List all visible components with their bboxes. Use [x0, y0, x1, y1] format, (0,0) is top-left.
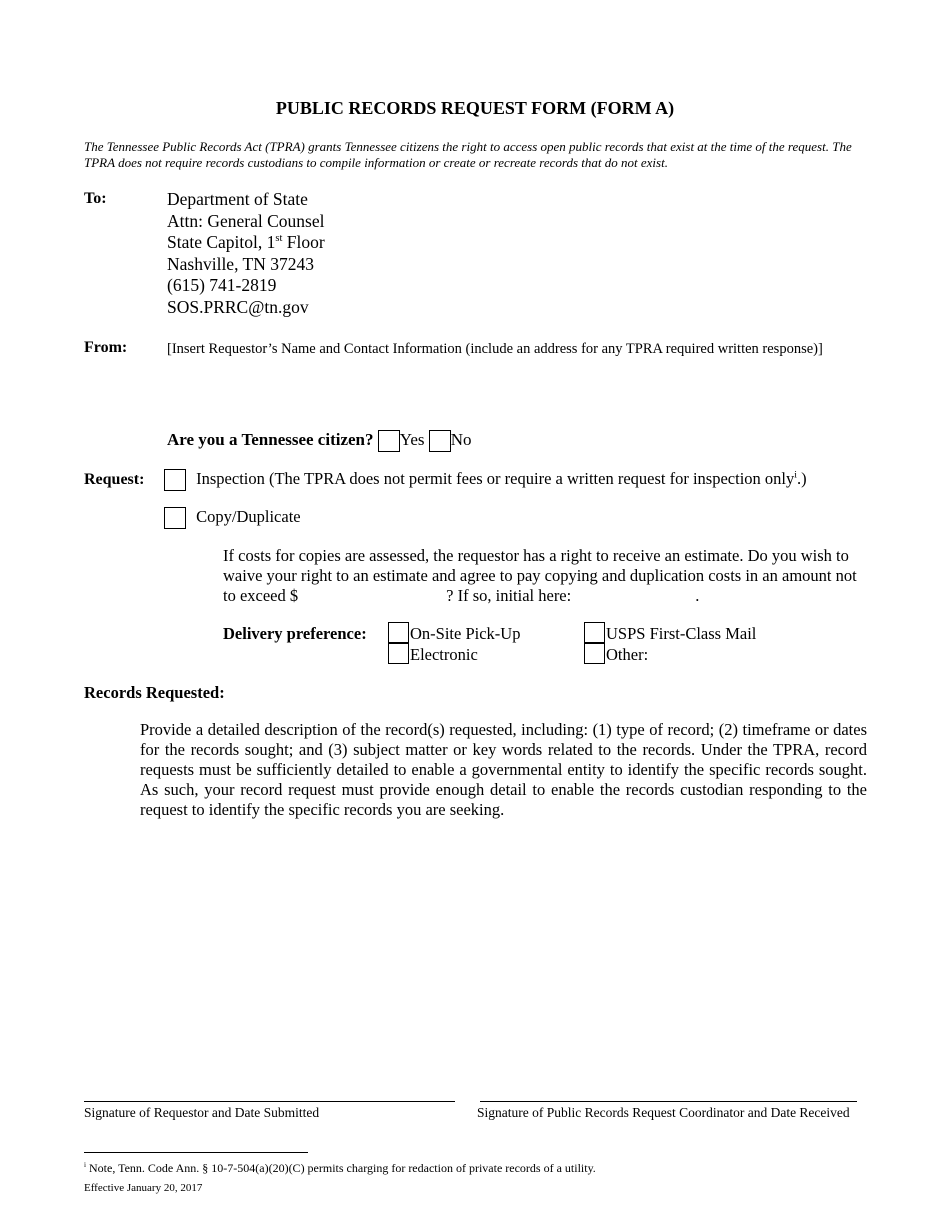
- from-label: From:: [84, 339, 128, 356]
- from-field[interactable]: [Insert Requestor’s Name and Contact Information (include an address for any TPRA required written response)]: [167, 341, 823, 357]
- floor-superscript: st: [275, 233, 283, 245]
- requestor-signature-label: Signature of Requestor and Date Submitted: [84, 1105, 320, 1120]
- intro-paragraph: The Tennessee Public Records Act (TPRA) grants Tennessee citizens the right to access open public records that exist at the time of the request. The TPRA does not require records custodians to compile information or create or recreate records that do not exist.: [84, 139, 852, 170]
- inspection-checkbox[interactable]: [164, 469, 186, 491]
- request-label: Request:: [84, 471, 145, 488]
- effective-date: Effective January 20, 2017: [84, 1182, 203, 1194]
- citizen-question: Are you a Tennessee citizen?: [167, 430, 374, 449]
- amount-field[interactable]: [298, 586, 446, 606]
- address-line: State Capitol, 1st Floor: [167, 232, 325, 252]
- recipient-address: [167, 189, 325, 318]
- copy-checkbox[interactable]: [164, 507, 186, 529]
- coordinator-signature-line[interactable]: [480, 1101, 857, 1102]
- citizen-no-checkbox[interactable]: [429, 430, 451, 452]
- requestor-signature-line[interactable]: [84, 1101, 455, 1102]
- electronic-checkbox[interactable]: [388, 643, 409, 664]
- records-description[interactable]: Provide a detailed description of the record(s) requested, including: (1) type of record; (2) timeframe or dates for the records sought; and (3) subject matter or key words related to the records. Under the TPRA, record requests must be sufficiently detailed to enable a governmental entity to identify the specific records sought. As such, your record request must provide enough detail to enable the records custodian responding to the request to identify the specific records you are seeking.: [140, 720, 867, 819]
- coordinator-signature-label: Signature of Public Records Request Coordinator and Date Received: [477, 1105, 850, 1120]
- onsite-checkbox[interactable]: [388, 622, 409, 643]
- form-title: PUBLIC RECORDS REQUEST FORM (FORM A): [275, 98, 675, 118]
- records-heading: Records Requested:: [84, 683, 225, 702]
- footnote-marker: i: [794, 469, 797, 481]
- to-label: To:: [84, 190, 107, 207]
- address-line: Nashville, TN 37243: [167, 253, 314, 274]
- address-line: Attn: General Counsel: [167, 210, 325, 231]
- inspection-label: Inspection (The TPRA does not permit fees or require a written request for inspection only: [196, 469, 795, 488]
- footnote: $^i$ Note, Tenn. Code Ann. § 10-7-504(a)(20)(C) permits charging for redaction of private records of a utility.: [84, 1161, 596, 1175]
- address-email: SOS.PRRC@tn.gov: [167, 296, 309, 317]
- option-electronic: Electronic: [388, 643, 478, 665]
- delivery-label: Delivery preference:: [223, 624, 367, 643]
- citizen-no-label: No: [450, 430, 472, 449]
- option-other: Other:: [584, 643, 648, 665]
- copy-label: Copy/Duplicate: [196, 507, 301, 526]
- citizen-question-row: [167, 430, 472, 452]
- address-phone: (615) 741-2819: [167, 275, 277, 295]
- citizen-yes-label: Yes: [399, 430, 425, 449]
- copy-row: [164, 507, 301, 529]
- initial-field[interactable]: [571, 586, 695, 606]
- usps-checkbox[interactable]: [584, 622, 605, 643]
- option-usps: USPS First-Class Mail: [584, 622, 756, 644]
- option-onsite: On-Site Pick-Up: [388, 622, 520, 644]
- footnote-divider: [84, 1152, 308, 1153]
- other-checkbox[interactable]: [584, 643, 605, 664]
- inspection-row: Inspection (The TPRA does not permit fees or require a written request for inspection only$^i$.): [164, 469, 807, 491]
- estimate-paragraph: If costs for copies are assessed, the requestor has a right to receive an estimate. Do you wish to waive your right to an estimate and agree to pay copying and duplication costs in an amount not to exceed $ ? If so, initial here: .: [223, 546, 857, 605]
- address-line: Department of State: [167, 189, 308, 209]
- citizen-yes-checkbox[interactable]: [378, 430, 400, 452]
